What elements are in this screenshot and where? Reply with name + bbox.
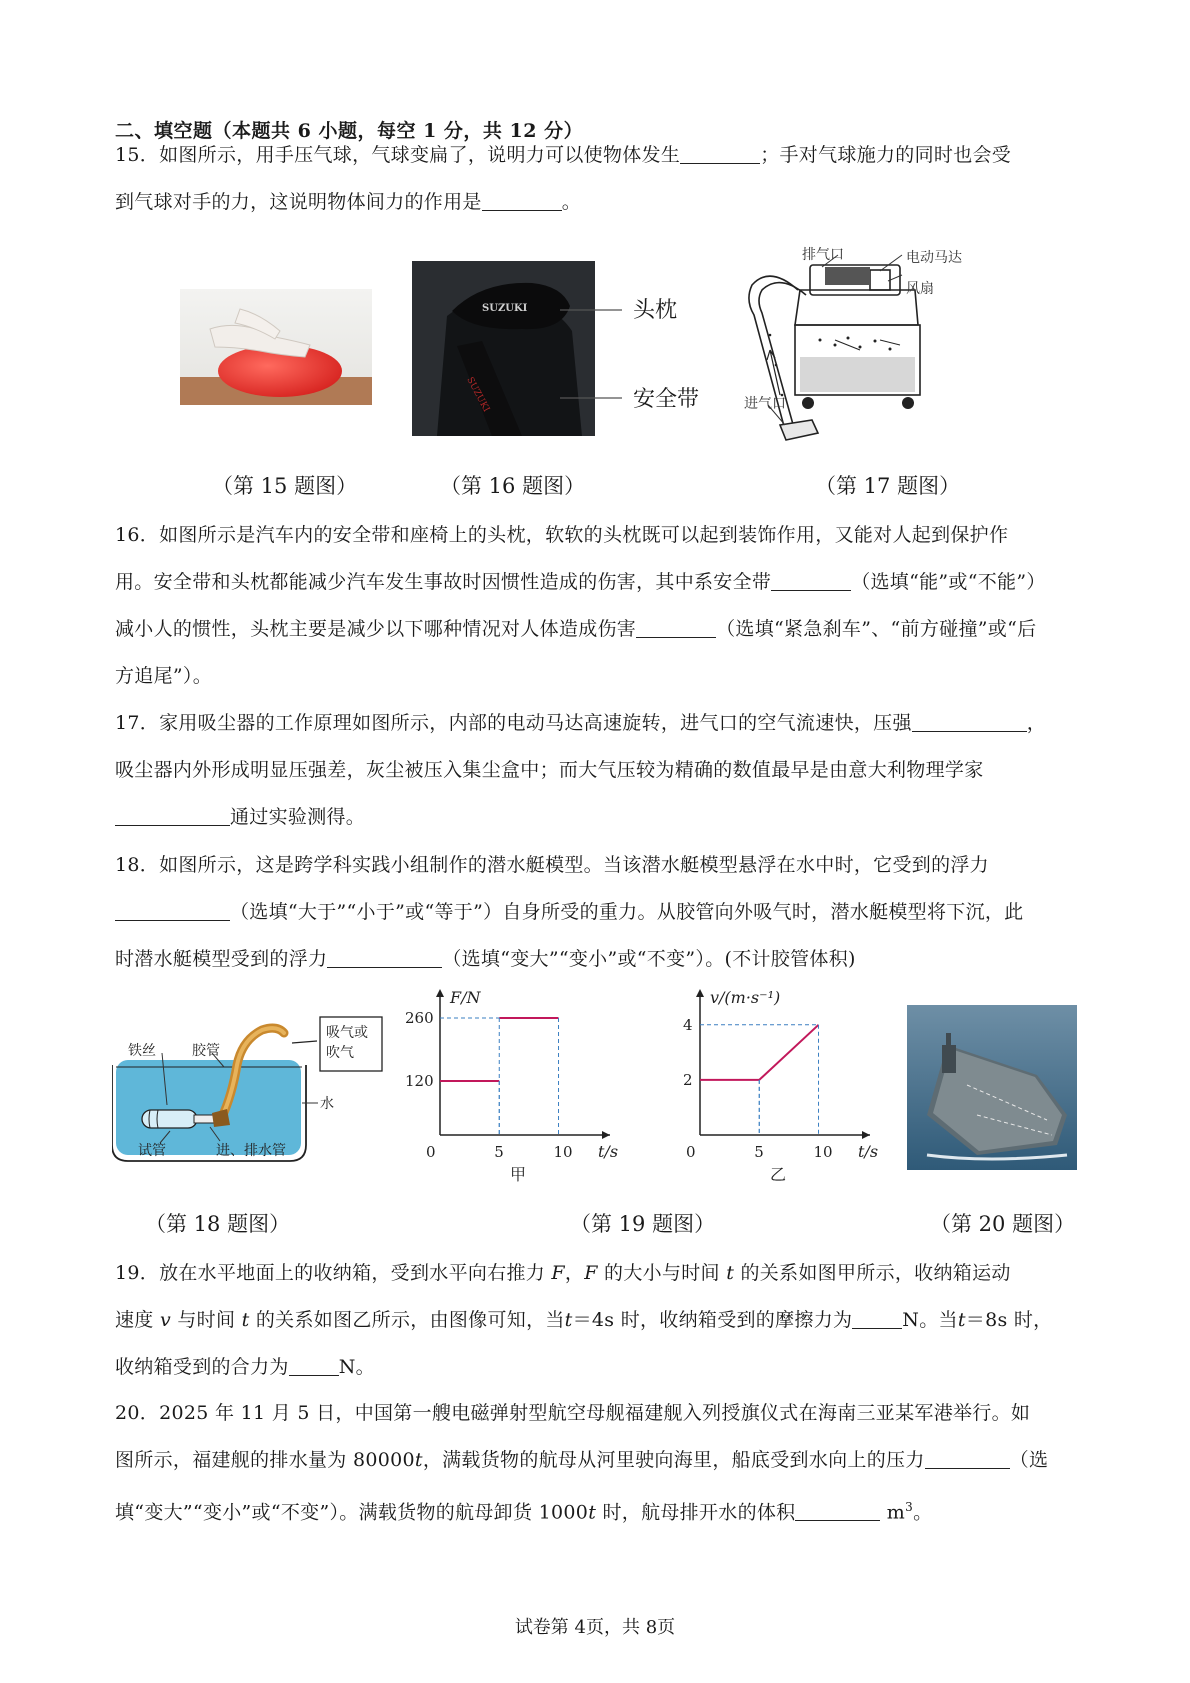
q19-text: 的关系如图甲所示，收纳箱运动 [734,1262,1011,1284]
q19-text: 的关系如图乙所示，由图像可知，当 [249,1309,565,1331]
q19-var: t [726,1262,735,1284]
q19-text: 与时间 [171,1309,242,1331]
q19-text: ＝4s 时，收纳箱受到的摩擦力为 [572,1309,853,1331]
answer-blank[interactable] [852,1306,902,1329]
chart-name: 甲 [510,1165,527,1184]
q20-text: ，满载货物的航母从河里驶向海里，船底受到水向上的压力 [422,1449,925,1471]
question-16 [115,512,1085,700]
q20-text: （选 [1009,1449,1049,1471]
q19-text: 的大小与时间 [597,1262,727,1284]
chart-jia [400,985,630,1185]
y-tick-label: 260 [405,1009,434,1027]
q16-text: （选填“紧急刹车”、“前方碰撞”或“后 [716,618,1037,640]
x-axis-label: t/s [598,1142,619,1161]
q15-line-2 [115,179,1085,226]
answer-blank[interactable] [115,803,230,826]
question-15 [115,132,1085,226]
x-tick-label: 10 [553,1143,573,1161]
label-hose: 胶管 [192,1043,220,1059]
answer-blank[interactable] [912,709,1027,732]
q19-var: F [551,1262,565,1284]
q15-line-1 [115,132,1085,179]
q19-var: t [241,1309,250,1331]
q19-text: 19．放在水平地面上的收纳箱，受到水平向右推力 [115,1262,552,1284]
question-17 [115,700,1085,841]
q19-text: ， [564,1262,585,1284]
x-axis-arrow [862,1131,870,1139]
q19-text: ＝8s 时， [965,1309,1053,1331]
vacuum-outlet-label: 排气口 [802,247,844,263]
q17-text: 17．家用吸尘器的工作原理如图所示，内部的电动马达高速旋转，进气口的空气流速快，压强 [115,712,912,734]
q17-line-2: 吸尘器内外形成明显压强差，灰尘被压入集尘盒中；而大气压较为精确的数值最早是由意大利物理学家 [115,759,984,781]
seatbelt-label: 安全带 [633,387,700,412]
y-tick-label: 2 [683,1070,693,1089]
q16-text: 减小人的惯性，头枕主要是减少以下哪种情况对人体造成伤害 [115,618,637,640]
chart-name: 乙 [770,1165,787,1184]
chart-yi [660,985,890,1185]
q18-text: （选填“大于”“小于”或“等于”）自身所受的重力。从胶管向外吸气时，潜水艇模型将下沉，此 [230,901,1024,923]
label-test-tube: 试管 [138,1143,166,1159]
q20-text: 时，航母排开水的体积 [596,1501,796,1524]
q15-text: 15．如图所示，用手压气球，气球变扁了，说明力可以使物体发生 [115,144,681,166]
q18-line-1: 18．如图所示，这是跨学科实践小组制作的潜水艇模型。当该潜水艇模型悬浮在水中时，它受到的浮力 [115,854,989,876]
caption-fig-17: （第 17 题图） [815,474,961,498]
headrest-label: 头枕 [633,298,678,323]
answer-blank[interactable] [636,615,716,638]
answer-blank[interactable] [482,188,562,211]
q19-var: t [564,1309,573,1331]
x-tick-label: 0 [426,1143,436,1161]
answer-blank[interactable] [771,568,851,591]
q17-text: ， [1026,712,1047,734]
x-tick-label: 10 [813,1143,833,1161]
caption-fig-18: （第 18 题图） [145,1212,291,1236]
x-axis-label: t/s [858,1142,879,1161]
q20-text: 填“变大”“变小”或“不变”）。满载货物的航母卸货 1000 [115,1501,589,1524]
vacuum-fan-label: 风扇 [906,281,934,297]
q20-var: t [588,1501,597,1524]
q20-text: m [880,1501,906,1524]
q17-line-3 [115,794,1085,841]
answer-blank[interactable] [680,141,760,164]
label-box-line-1: 吸气或 [326,1025,368,1041]
x-axis-arrow [602,1131,610,1139]
q19-line-2 [115,1297,1085,1344]
q19-text: 速度 [115,1309,160,1331]
label-box-line-2: 吹气 [326,1045,354,1061]
page-footer: 试卷第 4页，共 8页 [514,1617,676,1638]
label-water: 水 [320,1096,334,1112]
q17-line-1 [115,700,1085,747]
question-20 [115,1390,1085,1536]
q16-text: 用。安全带和头枕都能减少汽车发生事故时因惯性造成的伤害，其中系安全带 [115,571,772,593]
answer-blank[interactable] [289,1353,339,1376]
label-iron-wire: 铁丝 [128,1043,156,1059]
answer-blank[interactable] [795,1498,880,1521]
q15-text: 。 [561,191,582,213]
caption-fig-15: （第 15 题图） [212,474,358,498]
q16-line-1: 16．如图所示是汽车内的安全带和座椅上的头枕，软软的头枕既可以起到装饰作用，又能对人起到保护作 [115,524,1009,546]
y-tick-label: 120 [405,1072,434,1090]
q20-line-2 [115,1437,1085,1484]
headrest-brand-text: SUZUKI [482,303,528,314]
q18-line-2 [115,889,1085,936]
section-title: 二、填空题（本题共 6 小题，每空 1 分，共 12 分） [115,120,584,142]
q17-text: 通过实验测得。 [230,806,366,828]
q18-text: 时潜水艇模型受到的浮力 [115,948,328,970]
q20-line-3 [115,1484,1085,1536]
figure-15-balloon-photo [180,289,372,405]
answer-blank[interactable] [115,898,230,921]
q19-text: 收纳箱受到的合力为 [115,1356,289,1378]
y-axis-label: F/N [450,988,481,1007]
x-tick-label: 0 [686,1143,696,1161]
caption-fig-19: （第 19 题图） [570,1212,716,1236]
q20-sup: 3 [905,1500,914,1514]
q15-text: 到气球对手的力，这说明物体间力的作用是 [115,191,482,213]
q20-var: t [414,1449,423,1471]
answer-blank[interactable] [925,1446,1010,1469]
vacuum-inlet-label: 进气口 [744,396,786,412]
q20-text: 图所示，福建舰的排水量为 80000 [115,1449,415,1471]
figure-18-submarine-diagram [112,1005,387,1165]
question-19 [115,1250,1085,1391]
q19-var: t [957,1309,966,1331]
caption-fig-16: （第 16 题图） [440,474,586,498]
y-axis-arrow [696,989,704,997]
chart-segment-2 [759,1025,818,1080]
q19-line-3 [115,1344,1085,1391]
question-18 [115,842,1085,983]
belt-brand-text: SUZUKI [464,375,491,414]
q19-text: N。当 [902,1309,958,1331]
q15-text: ；手对气球施力的同时也会受 [760,144,1012,166]
figure-20-aircraft-carrier-photo [907,1005,1077,1170]
q18-text: （选填“变大”“变小”或“不变”）。(不计胶管体积) [442,948,856,970]
x-tick-label: 5 [494,1143,504,1161]
q16-line-4: 方追尾”）。 [115,665,213,687]
y-axis-label: v/(m·s⁻¹) [710,988,781,1007]
q19-text: N。 [338,1356,375,1378]
q16-line-2 [115,559,1085,606]
q19-line-1 [115,1250,1085,1297]
q16-line-3 [115,606,1085,653]
caption-fig-20: （第 20 题图） [930,1212,1076,1236]
figure-17-vacuum-diagram [740,245,1040,455]
q19-var: v [159,1309,171,1331]
vacuum-motor-label: 电动马达 [906,250,962,266]
q18-line-3 [115,936,1085,983]
q16-text: （选填“能”或“不能”） [851,571,1046,593]
q19-var: F [584,1262,598,1284]
y-tick-label: 4 [683,1015,693,1034]
label-drain-tube: 进、排水管 [216,1143,286,1159]
answer-blank[interactable] [327,945,442,968]
y-axis-arrow [436,989,444,997]
q20-line-1: 20．2025 年 11 月 5 日，中国第一艘电磁弹射型航空母舰福建舰入列授旗仪式在海南三亚某军港举行。如 [115,1402,1031,1424]
q20-text: 。 [913,1501,933,1524]
x-tick-label: 5 [754,1143,764,1161]
